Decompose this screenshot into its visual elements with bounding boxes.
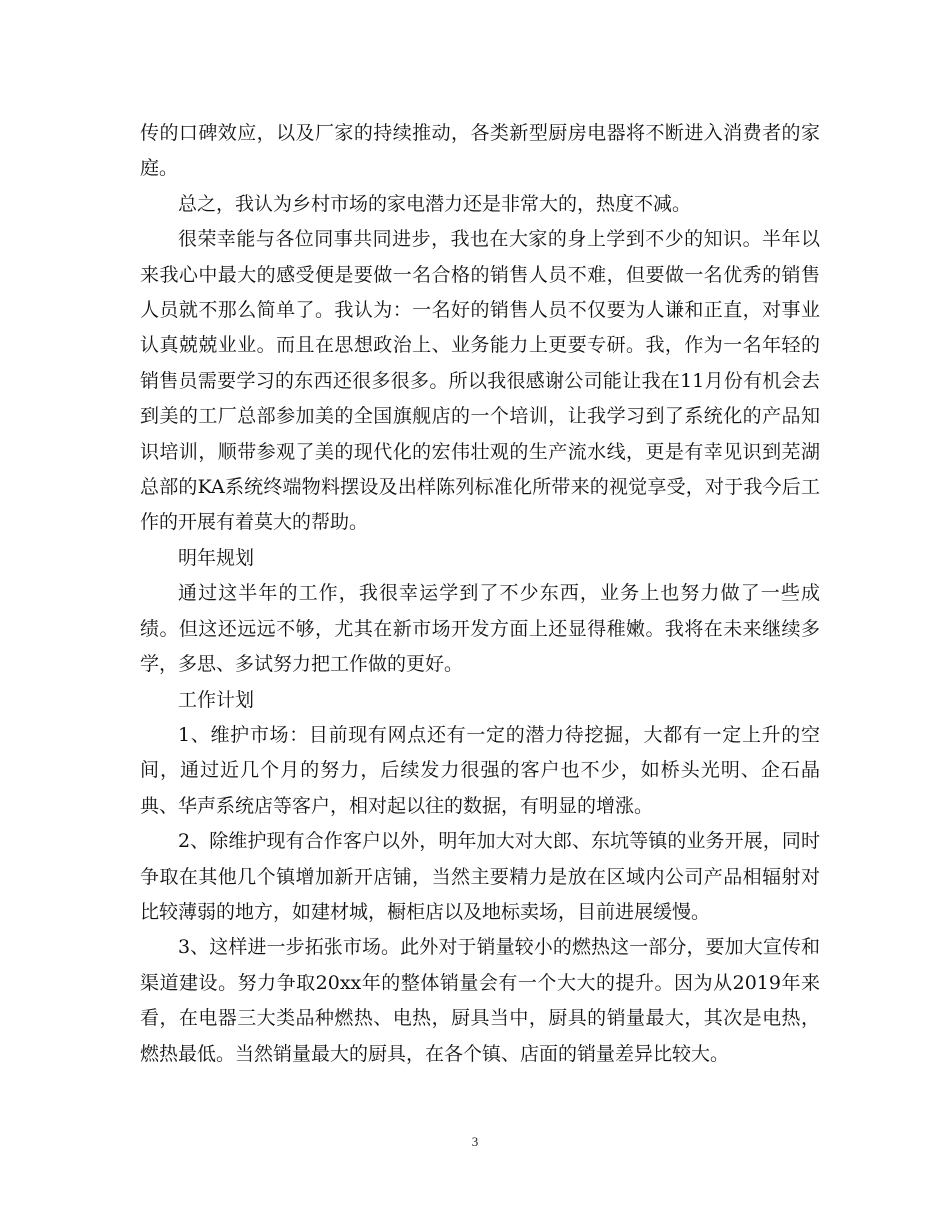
page-number: 3 xyxy=(471,1134,479,1149)
paragraph-conclusion: 总之，我认为乡村市场的家电潜力还是非常大的，热度不减。 xyxy=(178,192,692,215)
paragraph-reflection: 很荣幸能与各位同事共同进步，我也在大家的身上学到不少的知识。半年以来我心中最大的感受便是要做一名合格的销售人员不难，但要做一名优秀的销售人员就不那么简单了。我认为：一名好的销售人员不仅要为人谦和正直，对事业认真兢兢业业。而且在思想政治上、业务能力上更要专研。我，作为一名年轻的销售员需要学习的东西还很多很多。所以我很感谢公司能让我在11月份有机会去到美的工厂总部参加美的全国旗舰店的一个培训，让我学习到了系统化的产品知识培训，顺带参观了美的现代化的宏伟壮观的生产流水线，更是有幸见识到芜湖总部的KA系统终端物料摆设及出样陈列标准化所带来的视觉享受，对于我今后工作的开展有着莫大的帮助。 xyxy=(140,228,820,534)
heading-work-plan: 工作计划 xyxy=(178,688,255,711)
plan-item-3: 3、这样进一步拓张市场。此外对于销量较小的燃热这一部分，要加大宣传和渠道建设。努力争取20xx年的整体销量会有一个大大的提升。因为从2019年来看，在电器三大类品种燃热、电热，厨具当中，厨具的销量最大，其次是电热，燃热最低。当然销量最大的厨具，在各个镇、店面的销量差异比较大。 xyxy=(140,936,820,1065)
document-body xyxy=(140,116,820,1072)
paragraph-continuation: 传的口碑效应，以及厂家的持续推动，各类新型厨房电器将不断进入消费者的家庭。 xyxy=(140,122,820,180)
plan-item-1: 1、维护市场：目前现有网点还有一定的潜力待挖掘，大都有一定上升的空间，通过近几个月的努力，后续发力很强的客户也不少，如桥头光明、企石晶典、华声系统店等客户，相对起以往的数据，有明显的增涨。 xyxy=(140,723,820,817)
plan-item-2: 2、除维护现有合作客户以外，明年加大对大郎、东坑等镇的业务开展，同时争取在其他几个镇增加新开店铺，当然主要精力是放在区域内公司产品相辐射对比较薄弱的地方，如建材城，橱柜店以及地标卖场，目前进展缓慢。 xyxy=(140,830,820,923)
heading-next-year-plan: 明年规划 xyxy=(178,546,255,569)
paragraph-next-year-plan: 通过这半年的工作，我很幸运学到了不少东西，业务上也努力做了一些成绩。但这还远远不够，尤其在新市场开发方面上还显得稚嫩。我将在未来继续多学，多思、多试努力把工作做的更好。 xyxy=(140,582,820,676)
